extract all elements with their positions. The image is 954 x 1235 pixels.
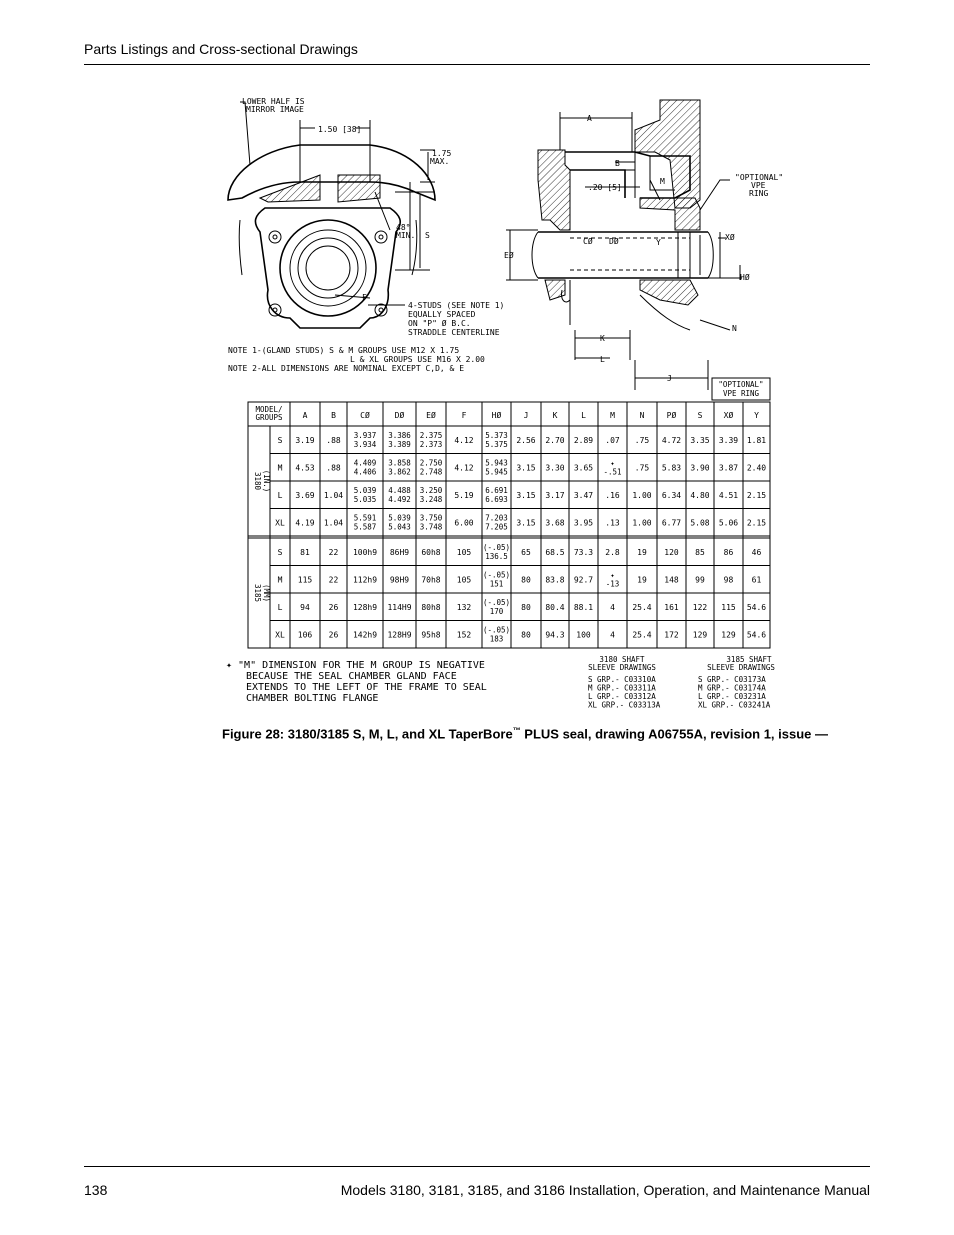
table-cell-in: 3.17 <box>545 490 565 500</box>
table-cell-mm: 80 <box>521 630 531 640</box>
table-group-3185-2: (MM) <box>262 583 271 603</box>
label-h: HØ <box>740 273 750 282</box>
caption-suffix: PLUS seal, drawing A06755A, revision 1, issue — <box>520 726 828 742</box>
table-cell-in: 3.386 <box>388 430 411 440</box>
label-c: CØ <box>583 237 593 246</box>
label-angle: 48° <box>396 223 411 232</box>
table-cell-mm: L <box>277 602 283 612</box>
page-number: 138 <box>84 1182 108 1198</box>
table-cell-mm: 22 <box>328 575 339 585</box>
table-cell-in: 3.934 <box>353 439 377 449</box>
table-cell-in: 2.373 <box>419 439 443 449</box>
note-1a: NOTE 1-(GLAND STUDS) S & M GROUPS USE M12 X 1.75 <box>228 346 460 355</box>
table-cell-in: M <box>277 463 283 473</box>
sleeve-drawing-item: XL GRP.- C03241A <box>698 700 771 710</box>
running-header: Parts Listings and Cross-sectional Drawings <box>84 41 358 57</box>
table-col-header: N <box>639 411 645 420</box>
table-cell-in: 3.862 <box>388 467 411 477</box>
table-cell-in: 3.90 <box>690 463 710 473</box>
gland-face-view <box>228 97 504 337</box>
label-studs-1: 4-STUDS (SEE NOTE 1) <box>408 301 505 310</box>
table-cell-in: 4.409 <box>353 458 377 468</box>
label-b: B <box>615 159 620 168</box>
table-cell-mm: 65 <box>521 547 531 557</box>
table-cell-in: 1.81 <box>746 435 767 445</box>
table-cell-mm: XL <box>275 630 285 640</box>
table-cell-mm: M <box>277 575 283 585</box>
table-cell-in: 2.15 <box>746 490 767 500</box>
table-col-header: L <box>581 411 586 420</box>
table-cell-mm: 170 <box>489 606 504 616</box>
table-cell-in: 3.15 <box>516 490 536 500</box>
table-cell-mm: 26 <box>328 630 339 640</box>
table-cell-mm: 129 <box>692 630 708 640</box>
table-cell-in: 6.77 <box>661 518 682 528</box>
table-cell-in: 5.83 <box>661 463 682 473</box>
footnote-line-4: CHAMBER BOLTING FLANGE <box>246 693 379 704</box>
label-vpe-3: RING <box>749 189 769 198</box>
table-cell-in: 3.248 <box>419 494 443 504</box>
table-cell-mm: ✦ <box>610 571 615 580</box>
table-cell-in: 3.15 <box>516 518 536 528</box>
label-n: N <box>732 324 737 333</box>
table-cell-in: 2.89 <box>573 435 594 445</box>
table-cell-in: 3.389 <box>388 439 411 449</box>
table-group-3185-1: 3185 <box>253 583 262 603</box>
table-cell-mm: 151 <box>489 579 504 589</box>
label-lower-half-2: MIRROR IMAGE <box>246 105 304 114</box>
label-y: Y <box>656 238 661 247</box>
note-1b: L & XL GROUPS USE M16 X 2.00 <box>350 355 485 364</box>
table-cell-in: ✦ <box>610 459 615 468</box>
label-studs-2: EQUALLY SPACED <box>408 310 476 319</box>
sleeve-drawing-item: S GRP.- C03173A <box>698 675 766 684</box>
table-cell-in: 5.373 <box>485 430 508 440</box>
table-cell-mm: 136.5 <box>485 551 508 561</box>
table-cell-mm: 83.8 <box>545 575 565 585</box>
label-x: XØ <box>725 233 735 242</box>
sleeve-drawing-item: L GRP.- C03231A <box>698 692 766 701</box>
caption-tm: ™ <box>512 726 521 735</box>
table-col-header: K <box>552 411 558 420</box>
table-cell-mm: 129 <box>721 630 736 640</box>
table-cell-in: 3.95 <box>573 518 594 528</box>
table-col-header: DØ <box>394 411 405 420</box>
table-cell-mm: 120 <box>664 547 679 557</box>
table-cell-in: 4.12 <box>454 435 474 445</box>
table-cell-in: 3.748 <box>419 522 443 532</box>
header-rule <box>84 64 870 65</box>
table-cell-mm: 26 <box>328 602 339 612</box>
table-cell-in: 1.00 <box>632 490 652 500</box>
table-cell-in: L <box>277 490 283 500</box>
label-e: EØ <box>504 251 514 260</box>
table-col-header: J <box>523 411 529 420</box>
table-cell-in: 3.68 <box>545 518 565 528</box>
table-cell-mm: 88.1 <box>573 602 594 612</box>
table-cell-in: 3.750 <box>419 513 443 523</box>
sleeves-3185-title-2: SLEEVE DRAWINGS <box>707 663 775 672</box>
label-lower-half-1: LOWER HALF IS <box>242 97 305 106</box>
table-cell-mm: 122 <box>692 602 708 612</box>
table-cell-in: 3.858 <box>388 458 411 468</box>
table-cell-mm: 99 <box>695 575 705 585</box>
table-cell-mm: (-.05) <box>482 570 511 580</box>
table-cell-in: 4.19 <box>295 518 315 528</box>
table-model-header-2: GROUPS <box>255 413 283 422</box>
table-model-header-1: MODEL/ <box>255 405 283 414</box>
table-cell-mm: 114H9 <box>387 602 412 612</box>
label-max: MAX. <box>430 157 450 166</box>
table-cell-in: 1.04 <box>323 518 344 528</box>
sleeve-drawing-item: M GRP.- C03311A <box>588 683 656 693</box>
table-col-header: PØ <box>666 411 677 420</box>
table-col-header: F <box>461 411 467 420</box>
table-cell-in: 5.587 <box>353 522 377 532</box>
label-l: L <box>600 355 605 364</box>
table-cell-mm: 98 <box>723 575 734 585</box>
table-col-header: Y <box>754 411 759 420</box>
sleeve-drawing-item: S GRP.- C03310A <box>588 675 656 684</box>
table-cell-mm: 142h9 <box>352 630 378 640</box>
table-cell-mm: 115 <box>721 602 736 612</box>
table-cell-in: 2.56 <box>516 435 536 445</box>
table-cell-mm: 94.3 <box>545 630 565 640</box>
table-cell-in: 3.69 <box>295 490 315 500</box>
table-cell-in: 2.750 <box>419 458 443 468</box>
table-cell-in: 3.250 <box>419 485 443 495</box>
table-cell-in: 3.30 <box>545 463 565 473</box>
table-cell-in: 5.039 <box>388 513 411 523</box>
table-cell-in: 5.943 <box>485 458 508 468</box>
label-studs-3: ON "P" Ø B.C. <box>408 319 471 328</box>
table-cell-mm: 80 <box>521 602 531 612</box>
table-cell-mm: 105 <box>456 547 472 557</box>
label-dim-20: .20 [5] <box>588 183 622 192</box>
table-cell-in: 7.203 <box>485 513 508 523</box>
table-cell-mm: 25.4 <box>632 602 652 612</box>
cross-section-view <box>504 100 783 390</box>
table-cell-in: 3.39 <box>718 435 739 445</box>
table-cell-in: S <box>277 435 283 445</box>
table-cell-mm: 105 <box>456 575 472 585</box>
table-cell-in: .13 <box>605 518 620 528</box>
footnote-line-3: EXTENDS TO THE LEFT OF THE FRAME TO SEAL <box>246 682 487 693</box>
label-vpe-2: VPE <box>751 181 766 190</box>
label-m: M <box>660 177 665 186</box>
table-cell-in: 2.15 <box>746 518 767 528</box>
label-vpe-1: "OPTIONAL" <box>735 173 784 182</box>
table-cell-in: 1.04 <box>323 490 344 500</box>
label-d: DØ <box>609 237 619 246</box>
sleeves-3185-title-1: 3185 SHAFT <box>726 655 772 664</box>
label-a: A <box>587 114 592 123</box>
table-cell-in: 4.12 <box>454 463 474 473</box>
table-group-3180-2: (IN.) <box>262 469 271 493</box>
table-cell-mm: 68.5 <box>545 547 565 557</box>
table-col-header: S <box>697 411 703 420</box>
table-cell-mm: 19 <box>637 575 647 585</box>
table-cell-mm: 128h9 <box>352 602 378 612</box>
table-cell-in: 3.19 <box>295 435 315 445</box>
table-cell-in: .16 <box>605 490 620 500</box>
table-cell-mm: 112h9 <box>352 575 378 585</box>
sleeve-drawing-item: XL GRP.- C03313A <box>588 700 661 710</box>
table-col-header: HØ <box>491 411 502 420</box>
footnote-line-2: BECAUSE THE SEAL CHAMBER GLAND FACE <box>246 671 457 682</box>
table-cell-mm: 4 <box>610 630 615 640</box>
table-cell-in: .88 <box>326 463 341 473</box>
table-cell-mm: 86 <box>723 547 734 557</box>
table-cell-mm: 25.4 <box>632 630 652 640</box>
table-cell-mm: 106 <box>297 630 313 640</box>
label-dim-175: 1.75 <box>432 149 452 158</box>
caption-prefix: Figure 28: 3180/3185 S, M, L, and XL TaperBore <box>222 726 513 742</box>
table-cell-in: 5.08 <box>690 518 710 528</box>
table-cell-mm: 100 <box>576 630 591 640</box>
footer-rule <box>84 1166 870 1167</box>
table-optional-2: VPE RING <box>722 389 760 398</box>
sleeves-3180-list <box>588 675 661 710</box>
seal-drawing <box>220 90 790 720</box>
table-cell-mm: 183 <box>489 634 504 644</box>
sleeve-drawing-item: L GRP.- C03312A <box>588 692 656 701</box>
table-cell-mm: 4 <box>610 602 615 612</box>
label-k: K <box>600 334 605 343</box>
sleeve-drawing-item: M GRP.- C03174A <box>698 683 766 693</box>
table-cell-mm: 132 <box>456 602 472 612</box>
table-cell-mm: 86H9 <box>389 547 410 557</box>
table-cell-mm: 95h8 <box>421 630 441 640</box>
table-cell-in: 5.06 <box>718 518 739 528</box>
table-cell-in: 6.693 <box>485 494 508 504</box>
table-col-header: EØ <box>426 411 436 420</box>
table-cell-mm: 152 <box>456 630 472 640</box>
table-cell-in: 6.00 <box>454 518 474 528</box>
table-group-3180-1: 3180 <box>253 471 262 491</box>
table-cell-in: 3.65 <box>573 463 594 473</box>
table-cell-in: .07 <box>605 435 620 445</box>
table-cell-mm: 70h8 <box>421 575 441 585</box>
table-cell-in: 3.87 <box>718 463 739 473</box>
table-cell-mm: (-.05) <box>482 597 511 607</box>
table-cell-mm: 92.7 <box>573 575 594 585</box>
table-cell-mm: 115 <box>297 575 313 585</box>
dimension-table <box>248 402 770 648</box>
table-cell-in: 4.51 <box>718 490 739 500</box>
table-col-header: XØ <box>723 411 734 420</box>
table-cell-in: 5.039 <box>353 485 377 495</box>
table-cell-in: 5.945 <box>485 467 508 477</box>
table-cell-mm: 172 <box>664 630 679 640</box>
table-cell-in: 4.53 <box>295 463 315 473</box>
label-j: J <box>667 374 672 383</box>
table-col-header: B <box>331 411 336 420</box>
table-cell-in: 4.406 <box>353 467 377 477</box>
table-cell-mm: 100h9 <box>352 547 378 557</box>
table-cell-in: 7.205 <box>485 522 508 532</box>
table-col-header: A <box>302 411 308 420</box>
table-cell-mm: 46 <box>751 547 762 557</box>
table-cell-in: 3.35 <box>690 435 710 445</box>
sleeves-3180-title-2: SLEEVE DRAWINGS <box>588 663 656 672</box>
manual-title: Models 3180, 3181, 3185, and 3186 Installation, Operation, and Maintenance Manual <box>340 1182 870 1198</box>
table-cell-in: -.51 <box>603 467 622 477</box>
table-cell-in: 3.47 <box>573 490 594 500</box>
label-s: S <box>425 231 430 240</box>
table-cell-in: 2.70 <box>545 435 565 445</box>
label-dim-150: 1.50 [38] <box>318 125 362 134</box>
table-cell-in: 4.488 <box>388 485 411 495</box>
label-min: MIN. <box>396 231 416 240</box>
table-cell-mm: 73.3 <box>573 547 594 557</box>
table-cell-mm: 22 <box>328 547 339 557</box>
table-cell-in: .88 <box>326 435 341 445</box>
table-cell-mm: 19 <box>637 547 647 557</box>
table-cell-mm: 85 <box>695 547 705 557</box>
table-cell-mm: 98H9 <box>389 575 410 585</box>
table-cell-in: 5.591 <box>353 513 377 523</box>
table-cell-mm: (-.05) <box>482 625 511 635</box>
table-cell-mm: 54.6 <box>746 630 767 640</box>
table-cell-in: 5.043 <box>388 522 411 532</box>
table-cell-mm: 2.8 <box>605 547 620 557</box>
table-cell-mm: S <box>277 547 283 557</box>
table-col-header: CØ <box>360 411 370 420</box>
table-cell-in: 5.375 <box>485 439 508 449</box>
table-cell-in: XL <box>275 518 285 528</box>
table-cell-mm: 80.4 <box>545 602 565 612</box>
table-optional-1: "OPTIONAL" <box>718 380 764 389</box>
table-cell-in: 5.035 <box>353 494 377 504</box>
footnote-line-1: ✦ "M" DIMENSION FOR THE M GROUP IS NEGATIVE <box>226 660 485 671</box>
table-cell-mm: 80h8 <box>421 602 441 612</box>
table-cell-in: 2.748 <box>419 467 443 477</box>
table-cell-in: 3.15 <box>516 463 536 473</box>
table-cell-in: 6.34 <box>661 490 682 500</box>
table-cell-in: .75 <box>634 435 650 445</box>
table-cell-in: 2.375 <box>419 430 443 440</box>
table-cell-mm: (-.05) <box>482 542 511 552</box>
table-cell-in: 3.937 <box>353 430 377 440</box>
table-cell-mm: 54.6 <box>746 602 767 612</box>
table-cell-mm: 128H9 <box>387 630 412 640</box>
sleeves-3185-list <box>698 675 771 710</box>
note-2: NOTE 2-ALL DIMENSIONS ARE NOMINAL EXCEPT C,D, & E <box>228 364 465 373</box>
table-cell-mm: 60h8 <box>421 547 441 557</box>
table-cell-mm: 80 <box>521 575 531 585</box>
table-cell-in: 4.80 <box>690 490 710 500</box>
label-studs-4: STRADDLE CENTERLINE <box>408 328 500 337</box>
table-cell-mm: 161 <box>664 602 679 612</box>
figure-caption <box>222 722 872 743</box>
table-cell-in: 1.00 <box>632 518 652 528</box>
table-cell-mm: 148 <box>664 575 679 585</box>
table-cell-in: 2.40 <box>746 463 767 473</box>
table-cell-in: 4.72 <box>661 435 682 445</box>
table-cell-in: 5.19 <box>454 490 474 500</box>
sleeves-3180-title-1: 3180 SHAFT <box>599 655 645 664</box>
table-cell-in: 4.492 <box>388 494 411 504</box>
table-cell-mm: 81 <box>300 547 310 557</box>
table-cell-mm: 61 <box>751 575 762 585</box>
table-cell-in: .75 <box>634 463 650 473</box>
table-cell-mm: -13 <box>605 579 620 589</box>
table-cell-in: 6.691 <box>485 485 508 495</box>
table-cell-mm: 94 <box>300 602 310 612</box>
label-f: F <box>362 293 367 302</box>
table-col-header: M <box>610 411 615 420</box>
